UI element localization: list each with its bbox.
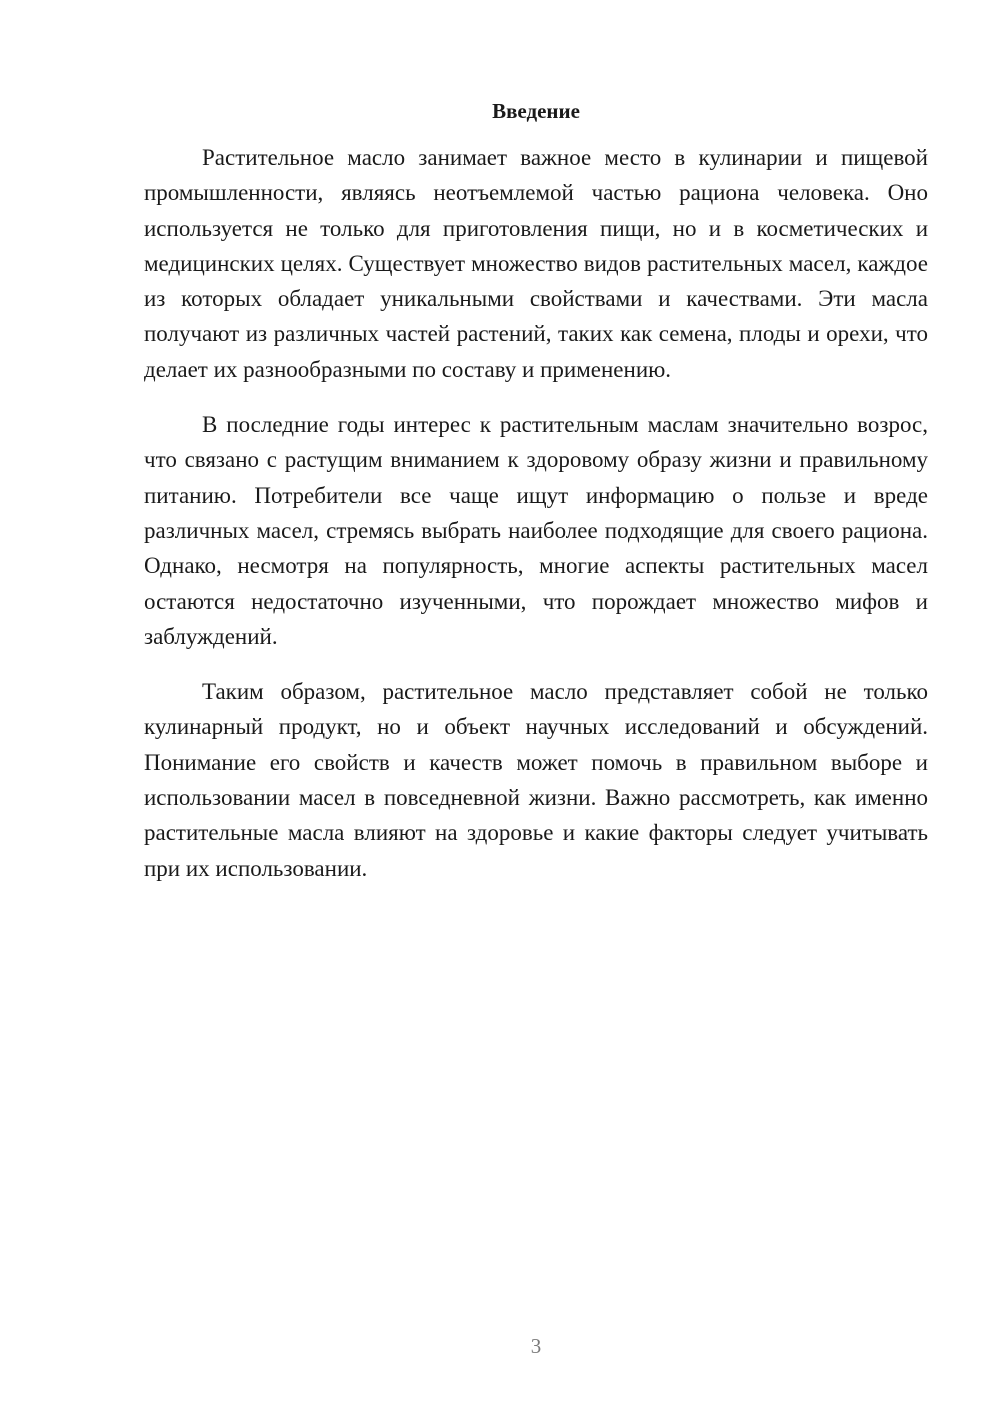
page-content [144, 96, 928, 906]
section-heading: Введение [492, 99, 580, 123]
paragraph-2: В последние годы интерес к растительным маслам значительно возрос, что связано с растущим вниманием к здоровому образу жизни и правильному питанию. Потребители все чаще ищут информацию о пользе и вреде различных масел, стремясь выбрать наиболее подходящие для своего рациона. Однако, несмотря на популярность, многие аспекты растительных масел остаются недостаточно изученными, что порождает множество мифов и заблуждений. [144, 412, 928, 649]
page-number: 3 [530, 1334, 542, 1358]
paragraph-3: Таким образом, растительное масло представляет собой не только кулинарный продукт, но и объект научных исследований и обсуждений. Понимание его свойств и качеств может помочь в правильном выборе и использовании масел в повседневной жизни. Важно рассмотреть, как именно растительные масла влияют на здоровье и какие факторы следует учитывать при их использовании. [144, 679, 928, 881]
paragraph-1: Растительное масло занимает важное место в кулинарии и пищевой промышленности, являясь неотъемлемой частью рациона человека. Оно используется не только для приготовления пищи, но и в косметических и медицинских целях. Существует множество видов растительных масел, каждое из которых обладает уникальными свойствами и качествами. Эти масла получают из различных частей растений, таких как семена, плоды и орехи, что делает их разнообразными по составу и применению. [144, 145, 928, 382]
